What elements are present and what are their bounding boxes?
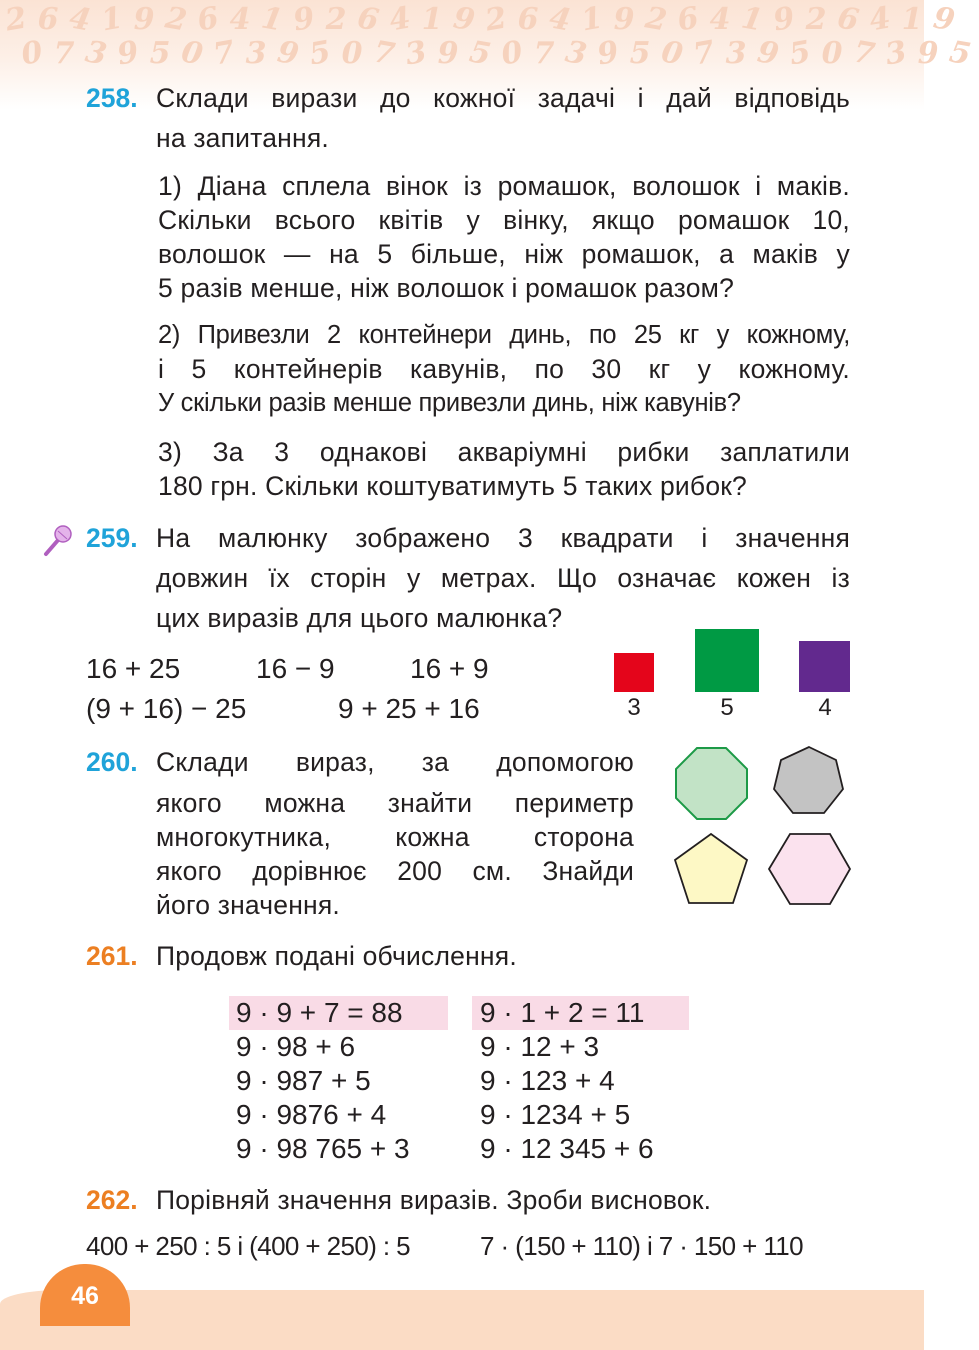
calc-right: 9 · 1 + 2 = 11 (480, 997, 645, 1028)
exercise-text: Склади вираз, за допомогою (156, 747, 634, 777)
decorative-digit: 6 (517, 2, 539, 37)
calc-left: 9 · 98 + 6 (236, 1031, 356, 1062)
decorative-digit: 2 (482, 0, 510, 39)
decorative-digit: 7 (850, 34, 878, 73)
decorative-digit: 0 (658, 34, 686, 73)
decorative-digit: 0 (498, 34, 526, 73)
polygons-figure (670, 740, 860, 912)
decorative-digit: 5 (786, 34, 814, 73)
pentagon-shape (675, 834, 747, 903)
decorative-digit: 3 (402, 34, 430, 73)
decorative-digit: 4 (66, 0, 94, 39)
exercise-text: якого дорівнює 200 см. Знайди (156, 856, 634, 886)
decorative-digit: 6 (834, 0, 862, 39)
decorative-digit: 7 (53, 36, 75, 71)
exercise-text: На малюнку зображено 3 квадрати і значення (156, 523, 850, 553)
decorative-digit: 1 (258, 0, 286, 39)
expression: 16 − 9 (256, 653, 335, 684)
decorative-digit: 9 (930, 0, 958, 39)
decorative-digit: 9 (594, 34, 622, 73)
exercise-number: 258. (86, 83, 138, 113)
square-side-label: 3 (627, 694, 641, 721)
task-text: 180 грн. Скільки коштуватимуть 5 таких рибок? (158, 471, 747, 501)
exercise-text: Порівняй значення виразів. Зроби висновок. (156, 1185, 712, 1215)
decorative-digit: 7 (370, 34, 398, 73)
exercise-number: 260. (86, 747, 138, 777)
task-text: Скільки всього квітів у вінку, якщо ромашок 10, (158, 205, 850, 235)
square-red (614, 653, 654, 692)
expression: 16 + 9 (410, 653, 489, 684)
calc-right: 9 · 1234 + 5 (480, 1099, 631, 1130)
exercise-number: 262. (86, 1185, 138, 1215)
exercise-number: 259. (86, 523, 138, 553)
task-text: 2) Привезли 2 контейнери динь, по 25 кг у кожному, (158, 321, 850, 349)
decorative-digit: 3 (882, 34, 910, 73)
decorative-digit: 6 (194, 0, 222, 39)
task-text: і 5 контейнерів кавунів, по 30 кг у кожному. (158, 354, 850, 384)
decorative-digit: 1 (421, 2, 443, 37)
compare-expression: 400 + 250 : 5 і (400 + 250) : 5 (86, 1231, 410, 1261)
expression: (9 + 16) − 25 (86, 693, 247, 724)
decorative-digit: 9 (290, 0, 318, 39)
hexagon-shape (769, 834, 850, 904)
decorative-digit: 5 (149, 36, 171, 71)
decorative-digit: 2 (805, 2, 827, 37)
task-text: У скільки разів менше привезли динь, ніж кавунів? (158, 389, 741, 417)
decorative-digit: 1 (98, 0, 126, 39)
footer-decoration (0, 1290, 924, 1350)
exercise-text: многокутника, кожна сторона (156, 822, 634, 852)
decorative-digit: 7 (210, 34, 238, 73)
exercise-text: довжин їх сторін у метрах. Що означає кожен із (156, 563, 850, 593)
heptagon-shape (774, 747, 843, 813)
decorative-digit: 7 (533, 36, 555, 71)
decorative-digit: 4 (866, 0, 894, 39)
microphone-icon (42, 524, 72, 558)
decorative-digit: 5 (466, 34, 494, 73)
decorative-digit: 0 (178, 34, 206, 73)
decorative-digit: 1 (578, 0, 606, 39)
decorative-digits-row (16, 34, 974, 76)
decorative-digit: 9 (114, 34, 142, 73)
decorative-digit: 5 (946, 34, 974, 73)
decorative-digit: 9 (133, 2, 155, 37)
decorative-digit: 1 (901, 2, 923, 37)
decorative-digit: 9 (770, 0, 798, 39)
task-text: волошок — на 5 більше, ніж ромашок, а маків у (158, 239, 850, 269)
calc-right: 9 · 12 + 3 (480, 1031, 600, 1062)
decorative-digit: 9 (274, 34, 302, 73)
calc-left: 9 · 98 765 + 3 (236, 1133, 410, 1164)
square-green (695, 629, 759, 692)
decorative-digit: 4 (709, 2, 731, 37)
exercise-text: на запитання. (156, 123, 329, 153)
decorative-digit: 4 (546, 0, 574, 39)
decorative-digit: 2 (2, 0, 30, 39)
decorative-digit: 2 (642, 0, 670, 39)
decorative-digit: 1 (738, 0, 766, 39)
exercise-text: якого можна знайти периметр (156, 788, 634, 818)
square-purple (799, 641, 850, 692)
exercise-text: Продовж подані обчислення. (156, 941, 517, 971)
decorative-digit: 6 (354, 0, 382, 39)
decorative-digit: 3 (562, 34, 590, 73)
calc-right: 9 · 123 + 4 (480, 1065, 615, 1096)
decorative-digit: 6 (674, 0, 702, 39)
task-text: 1) Діана сплела вінок із ромашок, волошок і маків. (158, 171, 850, 201)
decorative-digit: 0 (18, 34, 46, 73)
calc-left: 9 · 987 + 5 (236, 1065, 371, 1096)
decorative-digit: 7 (690, 34, 718, 73)
decorative-digit: 4 (386, 0, 414, 39)
task-text: 3) За 3 однакові акваріумні рибки заплатили (158, 437, 850, 467)
decorative-digit: 4 (229, 2, 251, 37)
decorative-digit: 9 (917, 36, 939, 71)
exercise-number: 261. (86, 941, 138, 971)
decorative-digit: 3 (245, 36, 267, 71)
exercise-text: Склади вирази до кожної задачі і дай відповідь (156, 83, 850, 113)
decorative-digit: 5 (629, 36, 651, 71)
task-text: 5 разів менше, ніж волошок і ромашок разом? (158, 273, 735, 303)
decorative-digit: 5 (306, 34, 334, 73)
compare-expression: 7 · (150 + 110) і 7 · 150 + 110 (480, 1231, 803, 1261)
decorative-digit: 2 (162, 0, 190, 39)
octagon-shape (676, 748, 747, 819)
decorative-digit: 6 (37, 2, 59, 37)
decorative-digit: 9 (754, 34, 782, 73)
decorative-digit: 3 (725, 36, 747, 71)
page-number: 46 (40, 1264, 130, 1326)
decorative-digit: 9 (450, 0, 478, 39)
square-side-label: 4 (818, 694, 832, 721)
calc-left: 9 · 9876 + 4 (236, 1099, 387, 1130)
decorative-digit: 9 (613, 2, 635, 37)
decorative-digit: 0 (341, 36, 363, 71)
calc-right: 9 · 12 345 + 6 (480, 1133, 654, 1164)
exercise-text: цих виразів для цього малюнка? (156, 603, 563, 633)
square-side-label: 5 (720, 694, 734, 721)
decorative-digit: 0 (821, 36, 843, 71)
decorative-digit: 9 (437, 36, 459, 71)
expression: 9 + 25 + 16 (338, 693, 480, 724)
decorative-digit: 2 (325, 2, 347, 37)
expression: 16 + 25 (86, 653, 181, 684)
calc-left: 9 · 9 + 7 = 88 (236, 997, 403, 1028)
exercise-text: його значення. (156, 890, 340, 920)
decorative-digit: 3 (82, 34, 110, 73)
